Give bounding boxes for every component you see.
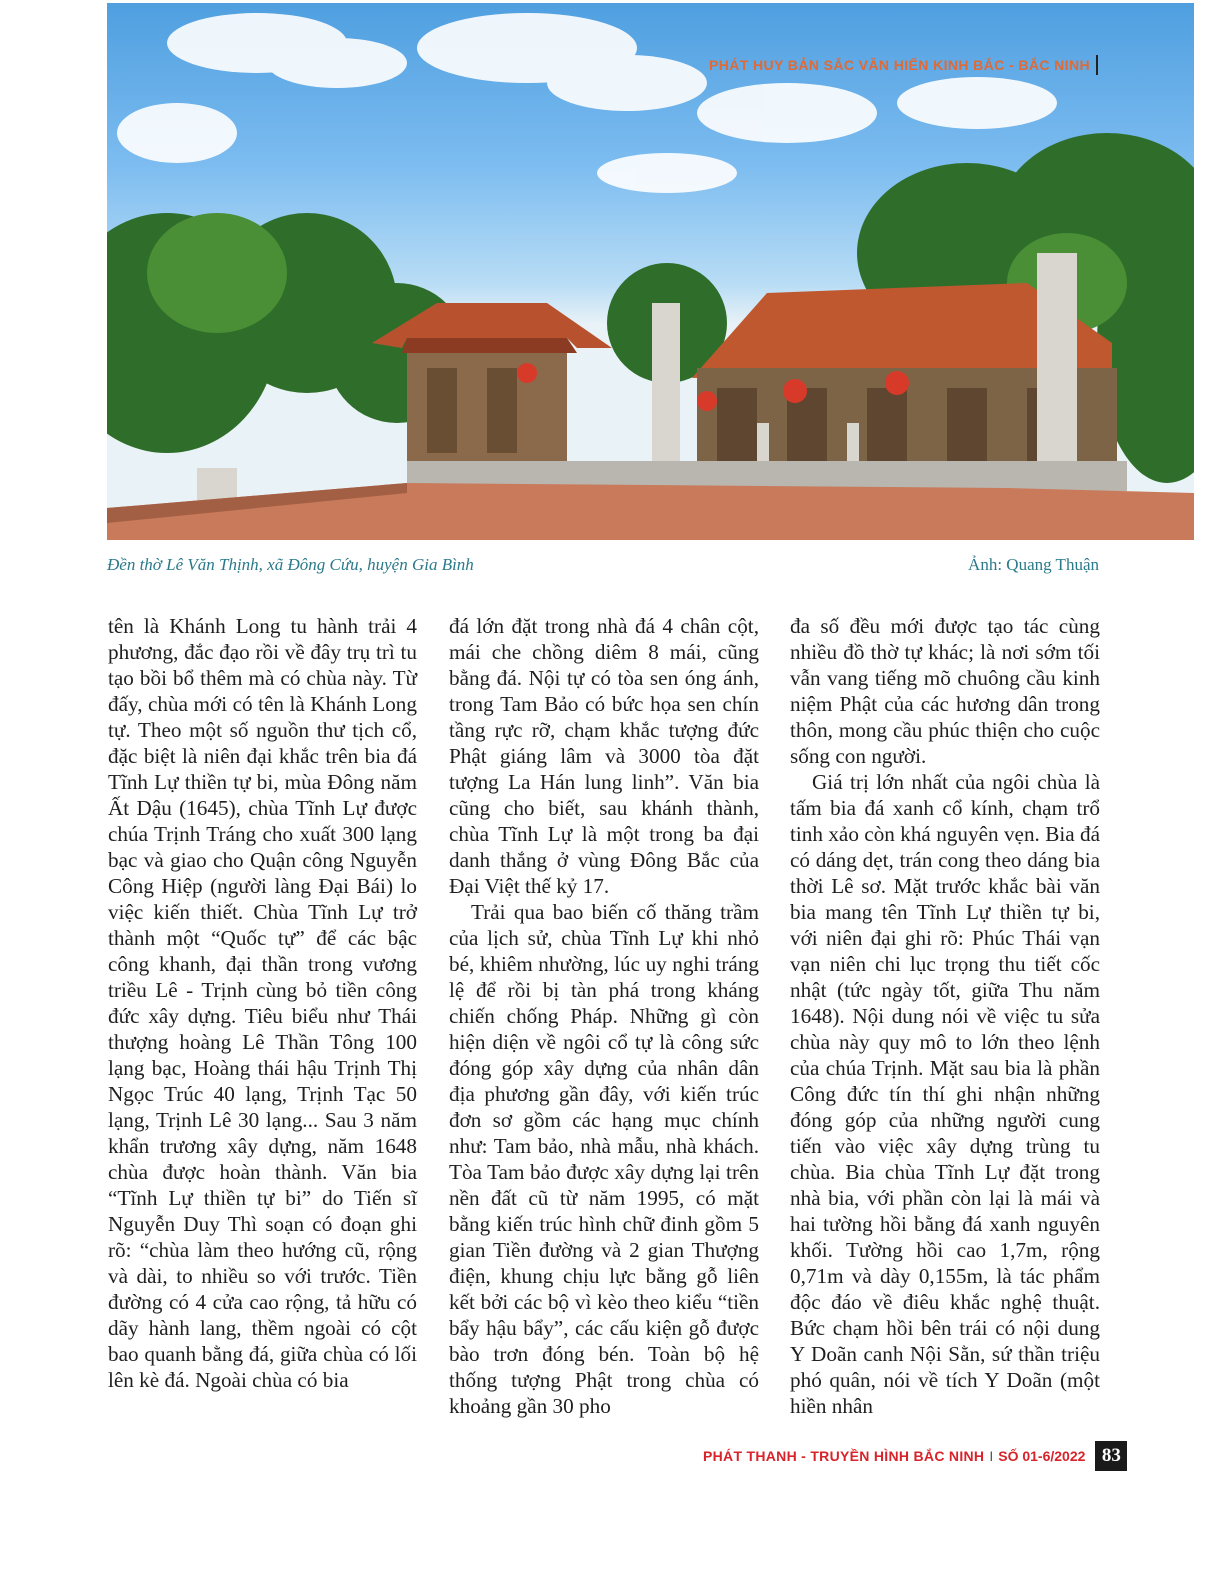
page-footer [703, 1441, 1127, 1471]
photo-caption: Đền thờ Lê Văn Thịnh, xã Đông Cứu, huyện Gia Bình [107, 555, 474, 574]
paragraph: Trải qua bao biến cố thăng trầm của lịch sử, chùa Tĩnh Lự khi nhỏ bé, khiêm nhường, lúc uy nghi tráng lệ để rồi bị tàn phá trong kháng chiến chống Pháp. Những gì còn hiện diện về ngôi cổ tự là công sức đóng góp xây dựng của nhân dân địa phương gần đây, với kiến trúc đơn sơ gồm các hạng mục chính như: Tam bảo, nhà mẫu, nhà khách. Tòa Tam bảo được xây dựng lại trên nền đất cũ từ năm 1995, có mặt bằng kiến trúc hình chữ đinh gồm 5 gian Tiền đường và 2 gian Thượng điện, khung chịu lực bằng gỗ liên kết bởi các bộ vì kèo theo kiểu “tiền bẩy hậu bẩy”, các cấu kiện gỗ được bào trơn đóng bén. Toàn bộ hệ thống tượng Phật trong chùa có khoảng gần 30 pho [449, 900, 759, 1418]
paragraph: tên là Khánh Long tu hành trải 4 phương, đắc đạo rồi về đây trụ trì tu tạo bồi bổ thêm mà có chùa này. Từ đấy, chùa mới có tên là Khánh Long tự. Theo một số nguồn thư tịch cổ, đặc biệt là niên đại khắc trên bia đá Tĩnh Lự thiền tự bi, mùa Đông năm Ất Dậu (1645), chùa Tĩnh Lự được chúa Trịnh Tráng cho xuất 300 lạng bạc và giao cho Quận công Nguyễn Công Hiệp (người làng Đại Bái) lo việc kiến thiết. Chùa Tĩnh Lự trở thành một “Quốc tự” để các bậc công khanh, đại thần trong vương triều Lê - Trịnh cùng bỏ tiền công đức xây dựng. Tiêu biểu như Thái thượng hoàng Lê Thần Tông 100 lạng bạc, Hoàng thái hậu Trịnh Thị Ngọc Trúc 40 lạng, Trịnh Tạc 50 lạng, Trịnh Lê 30 lạng... Sau 3 năm khẩn trương xây dựng, năm 1648 chùa được hoàn thành. Văn bia “Tĩnh Lự thiền tự bi” do Tiến sĩ Nguyễn Duy Thì soạn có đoạn ghi rõ: “chùa làm theo hướng cũ, rộng và dài, to nhiều so với trước. Tiền đường có 4 cửa cao rộng, tả hữu có dãy hành lang, thềm ngoài có cột bao quanh bằng đá, giữa chùa có lối lên kè đá. Ngoài chùa có bia [108, 614, 417, 1392]
footer-separator: I [989, 1448, 994, 1464]
paragraph: đá lớn đặt trong nhà đá 4 chân cột, mái che chồng diêm 8 mái, cũng bằng đá. Nội tự có tòa sen óng ánh, trong Tam Bảo có bức họa sen chín tầng rực rỡ, chạm khắc tượng đức Phật giáng lâm và 3000 tòa đặt tượng La Hán lung linh”. Văn bia cũng cho biết, sau khánh thành, chùa Tĩnh Lự là một trong ba đại danh thắng ở vùng Đông Bắc của Đại Việt thế kỷ 17. [449, 614, 759, 898]
page-number: 83 [1095, 1441, 1127, 1471]
temple-illustration [107, 3, 1194, 540]
article-column-1 [108, 613, 417, 1393]
publication-name: PHÁT THANH - TRUYỀN HÌNH BẮC NINH [703, 1448, 985, 1464]
photo-credit: Ảnh: Quang Thuận [968, 555, 1099, 574]
paragraph: Giá trị lớn nhất của ngôi chùa là tấm bia đá xanh cổ kính, chạm trổ tinh xảo còn khá nguyên vẹn. Bia đá có dáng dẹt, trán cong theo dáng bia thời Lê sơ. Mặt trước khắc bài văn bia mang tên Tĩnh Lự thiền tự bi, với niên đại ghi rõ: Phúc Thái vạn vạn niên chi lục trọng thu tiết cốc nhật (tức ngày tốt, giữa Thu năm 1648). Nội dung nói về việc tu sửa chùa này quy mô to lớn theo lệnh của chúa Trịnh. Mặt sau bia là phần Công đức tín thí ghi nhận những đóng góp của những người cung tiến vào việc xây dựng trùng tu chùa. Bia chùa Tĩnh Lự đặt trong nhà bia, với phần còn lại là mái và hai tường hồi bằng đá xanh nguyên khối. Tường hồi cao 1,7m, rộng 0,71m và dày 0,155m, là tác phẩm độc đáo về điêu khắc nghệ thuật. Bức chạm hồi bên trái có nội dung Y Doãn canh Nội Sằn, sứ thần triệu phó quân, nói về tích Y Doãn (một hiền nhân [790, 770, 1100, 1418]
issue-number: SỐ 01-6/2022 [998, 1448, 1086, 1464]
section-kicker: PHÁT HUY BẢN SẮC VĂN HIẾN KINH BẮC - BẮC NINH [709, 55, 1098, 75]
article-column-2 [449, 613, 759, 1419]
temple-photo [107, 3, 1194, 540]
article-column-3 [790, 613, 1100, 1419]
paragraph: đa số đều mới được tạo tác cùng nhiều đồ thờ tự khác; là nơi sớm tối vẫn vang tiếng mõ chuông cầu kinh niệm Phật của các hương dân trong thôn, mong cầu phúc thiện cho cuộc sống con người. [790, 614, 1100, 768]
